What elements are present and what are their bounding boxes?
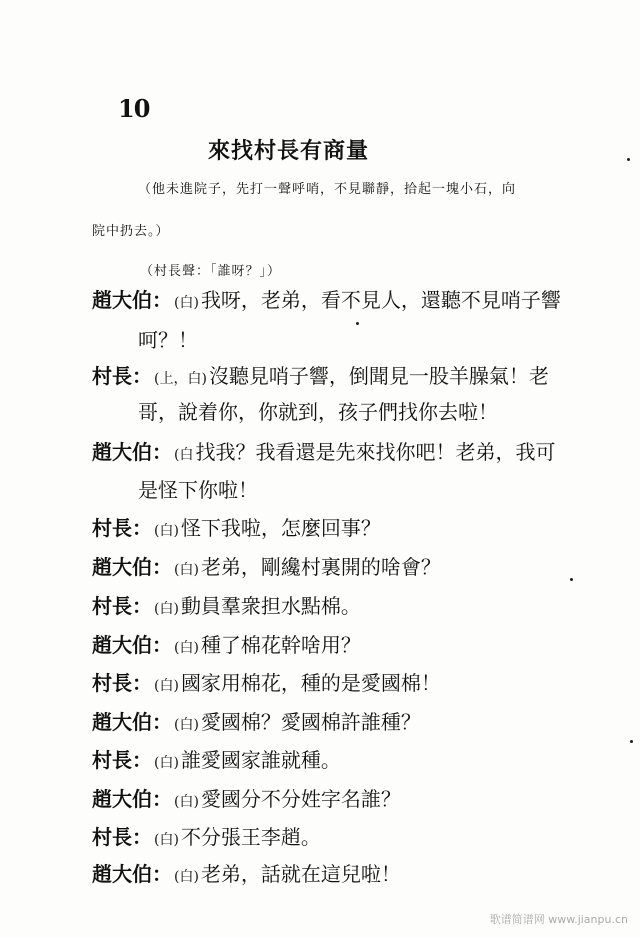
stage-cue: (白) [154,832,179,848]
stage-direction: （他未進院子，先打一聲呼哨，不見聯靜，拾起一塊小石，向 [138,182,517,197]
dialogue-text: 誰愛國家誰就種。 [180,748,341,772]
dialogue-continuation: 呵？！ [138,328,198,352]
stage-direction: 院中扔去。） [92,224,170,239]
dialogue-continuation: 是怪下你啦！ [138,478,258,502]
dialogue-text: 國家用棉花，種的是愛國棉！ [180,671,441,695]
watermark: 歌谱简谱网 www.jianpu.cn [489,913,628,926]
dialogue-text: 找我？我看還是先來找你吧！老弟，我可 [195,440,556,464]
scan-speck [630,740,633,743]
speaker-name: 趙大伯： [92,862,172,886]
dialogue-line [92,286,561,317]
speaker-name: 村長： [92,748,152,772]
speaker-name: 村長： [92,594,152,618]
speaker-name: 村長： [92,825,152,849]
dialogue-text: 種了棉花幹啥用？ [200,633,361,657]
dialogue-text: 愛國分不分姓字名誰？ [200,787,401,811]
stage-cue: (白 [174,447,194,463]
dialogue-line [92,438,555,469]
speaker-name: 村長： [92,671,152,695]
dialogue-text: 我呀，老弟，看不見人，還聽不見哨子響 [200,288,561,312]
dialogue-line [92,514,381,545]
stage-cue: (白) [174,869,199,885]
dialogue-continuation: 哥，說着你，你就到，孩子們找你去啦！ [138,400,498,424]
speaker-name: 趙大伯： [92,787,172,811]
dialogue-line [92,708,421,739]
dialogue-line [92,746,341,777]
speaker-name: 趙大伯： [92,633,172,657]
stage-cue: (白) [154,523,179,539]
speaker-name: 村長： [92,364,152,388]
stage-cue: (白) [174,794,199,810]
stage-direction: （村長聲：「誰呀？」） [140,264,282,279]
stage-cue: (白) [174,562,199,578]
dialogue-text: 怪下我啦，怎麼回事？ [180,516,381,540]
dialogue-line [92,553,441,584]
dialogue-text: 老弟，剛纔村裏開的啥會？ [200,555,441,579]
dialogue-line [92,362,549,393]
dialogue-line [92,823,321,854]
speaker-name: 趙大伯： [92,440,172,464]
page-number: 10 [118,94,150,123]
dialogue-line [92,669,441,700]
dialogue-line [92,860,401,891]
dialogue-text: 沒聽見哨子響，倒聞見一股羊臊氣！老 [208,364,549,388]
stage-cue: (上，白) [154,371,207,387]
scan-speck [356,322,359,325]
speaker-name: 趙大伯： [92,710,172,734]
dialogue-text: 不分張王李趙。 [180,825,321,849]
speaker-name: 村長： [92,516,152,540]
speaker-name: 趙大伯： [92,288,172,312]
stage-cue: (白) [174,717,199,733]
scan-speck [570,578,573,581]
section-title: 來找村長有商量 [208,138,370,164]
speaker-name: 趙大伯： [92,555,172,579]
dialogue-line [92,785,401,816]
scan-speck [627,158,630,161]
dialogue-line [92,631,361,662]
dialogue-text: 動員羣衆担水點棉。 [180,594,361,618]
stage-cue: (白) [154,755,179,771]
dialogue-text: 愛國棉？愛國棉許誰種？ [200,710,421,734]
stage-cue: (白) [174,295,199,311]
dialogue-text: 老弟，話就在這兒啦！ [200,862,401,886]
stage-cue: (白) [154,601,179,617]
dialogue-line [92,592,361,623]
stage-cue: (白) [154,678,179,694]
stage-cue: (白) [174,640,199,656]
